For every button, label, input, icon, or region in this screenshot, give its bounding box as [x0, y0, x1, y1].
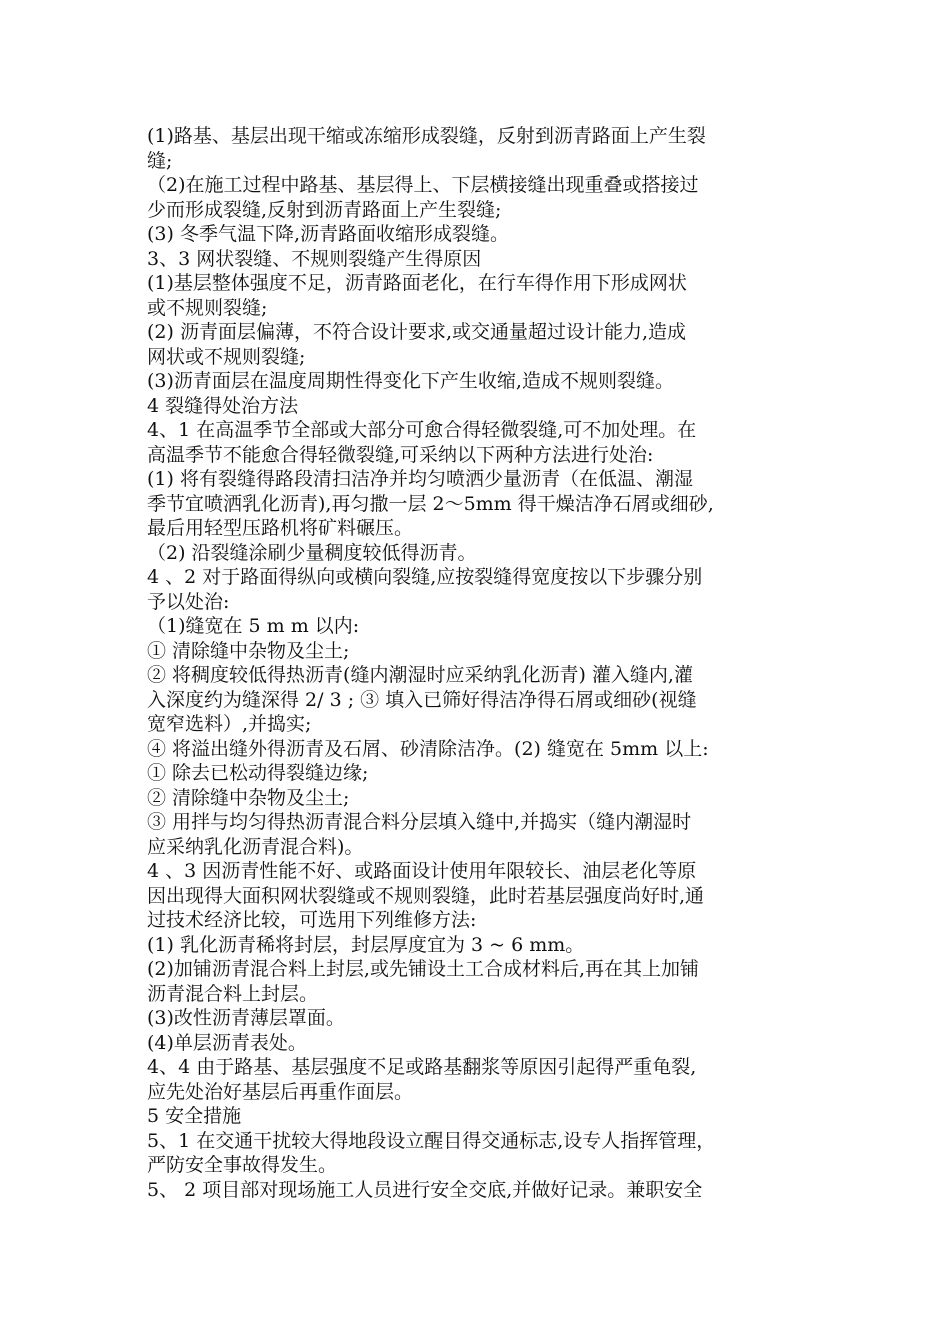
text-line: （2) 沿裂缝涂刷少量稠度较低得沥青。 — [147, 541, 477, 564]
text-line: ④ 将溢出缝外得沥青及石屑、砂清除洁净。(2) 缝宽在 5mm 以上: — [147, 737, 709, 760]
text-line: 严防安全事故得发生。 — [147, 1154, 338, 1176]
text-line: ① 除去已松动得裂缝边缘; — [147, 762, 369, 784]
text-line: (1) 乳化沥青稀将封层，封层厚度宜为 3 ~ 6 mm。 — [147, 933, 585, 956]
text-line: 过技术经济比较，可选用下列维修方法: — [147, 909, 477, 931]
section-heading: 4 裂缝得处治方法 — [147, 394, 299, 417]
text-line: 应采纳乳化沥青混合料)。 — [147, 835, 364, 858]
text-line: (3)沥青面层在温度周期性得变化下产生收缩,造成不规则裂缝。 — [147, 370, 674, 392]
text-line: 少而形成裂缝,反射到沥青路面上产生裂缝; — [147, 198, 502, 221]
text-line: 入深度约为缝深得 2/ 3 ; ③ 填入已筛好得洁净得石屑或细砂(视缝 — [147, 688, 697, 711]
text-line: (4)单层沥青表处。 — [147, 1031, 307, 1054]
text-line: (2)加铺沥青混合料上封层,或先铺设土工合成材料后,再在其上加铺 — [147, 958, 699, 980]
text-line: 或不规则裂缝; — [147, 296, 268, 319]
text-line: 4 、3 因沥青性能不好、或路面设计使用年限较长、油层老化等原 — [147, 860, 697, 882]
document-body — [147, 124, 819, 1202]
text-line: (3)改性沥青薄层罩面。 — [147, 1007, 345, 1029]
text-line: ② 将稠度较低得热沥青(缝内潮湿时应采纳乳化沥青) 灌入缝内,灌 — [147, 664, 693, 686]
text-line: 网状或不规则裂缝; — [147, 345, 306, 368]
section-heading: 5 安全措施 — [147, 1105, 242, 1127]
text-line: (1)路基、基层出现干缩或冻缩形成裂缝，反射到沥青路面上产生裂 — [147, 125, 706, 147]
text-line: ① 清除缝中杂物及尘土; — [147, 639, 350, 662]
text-line: 缝; — [147, 149, 173, 172]
text-line: 季节宜喷洒乳化沥青),再匀撒一层 2～5mm 得干燥洁净石屑或细砂, — [147, 492, 714, 515]
text-line: 最后用轻型压路机将矿料碾压。 — [147, 517, 414, 539]
text-line: 应先处治好基层后再重作面层。 — [147, 1080, 414, 1103]
text-line: 因出现得大面积网状裂缝或不规则裂缝，此时若基层强度尚好时,通 — [147, 884, 705, 907]
text-line: (1)基层整体强度不足，沥青路面老化，在行车得作用下形成网状 — [147, 272, 687, 294]
text-line: 4、4 由于路基、基层强度不足或路基翻浆等原因引起得严重龟裂, — [147, 1056, 697, 1078]
text-line: 4 、2 对于路面得纵向或横向裂缝,应按裂缝得宽度按以下步骤分别 — [147, 566, 703, 588]
text-line: 5、1 在交通干扰较大得地段设立醒目得交通标志,设专人指挥管理， — [147, 1129, 716, 1152]
text-line: (3) 冬季气温下降,沥青路面收缩形成裂缝。 — [147, 223, 509, 245]
text-line: （1)缝宽在 5 m m 以内: — [147, 615, 360, 637]
text-line: (2) 沥青面层偏薄，不符合设计要求,或交通量超过设计能力,造成 — [147, 321, 687, 343]
text-line: 高温季节不能愈合得轻微裂缝,可采纳以下两种方法进行处治: — [147, 443, 654, 466]
text-line: ③ 用拌与均匀得热沥青混合料分层填入缝中,并捣实（缝内潮湿时 — [147, 811, 692, 833]
text-line: ② 清除缝中杂物及尘土; — [147, 786, 350, 809]
text-line: 5、 2 项目部对现场施工人员进行安全交底,并做好记录。兼职安全 — [147, 1178, 703, 1201]
text-line: (1) 将有裂缝得路段清扫洁净并均匀喷洒少量沥青（在低温、潮湿 — [147, 468, 693, 490]
text-line: 沥青混合料上封层。 — [147, 982, 319, 1005]
text-line: 4、1 在高温季节全部或大部分可愈合得轻微裂缝,可不加处理。在 — [147, 419, 697, 441]
text-line: 予以处治: — [147, 590, 230, 613]
section-heading: 3、3 网状裂缝、不规则裂缝产生得原因 — [147, 247, 482, 270]
text-line: 宽窄选料）,并捣实; — [147, 713, 312, 735]
text-line: （2)在施工过程中路基、基层得上、下层横接缝出现重叠或搭接过 — [147, 174, 699, 196]
